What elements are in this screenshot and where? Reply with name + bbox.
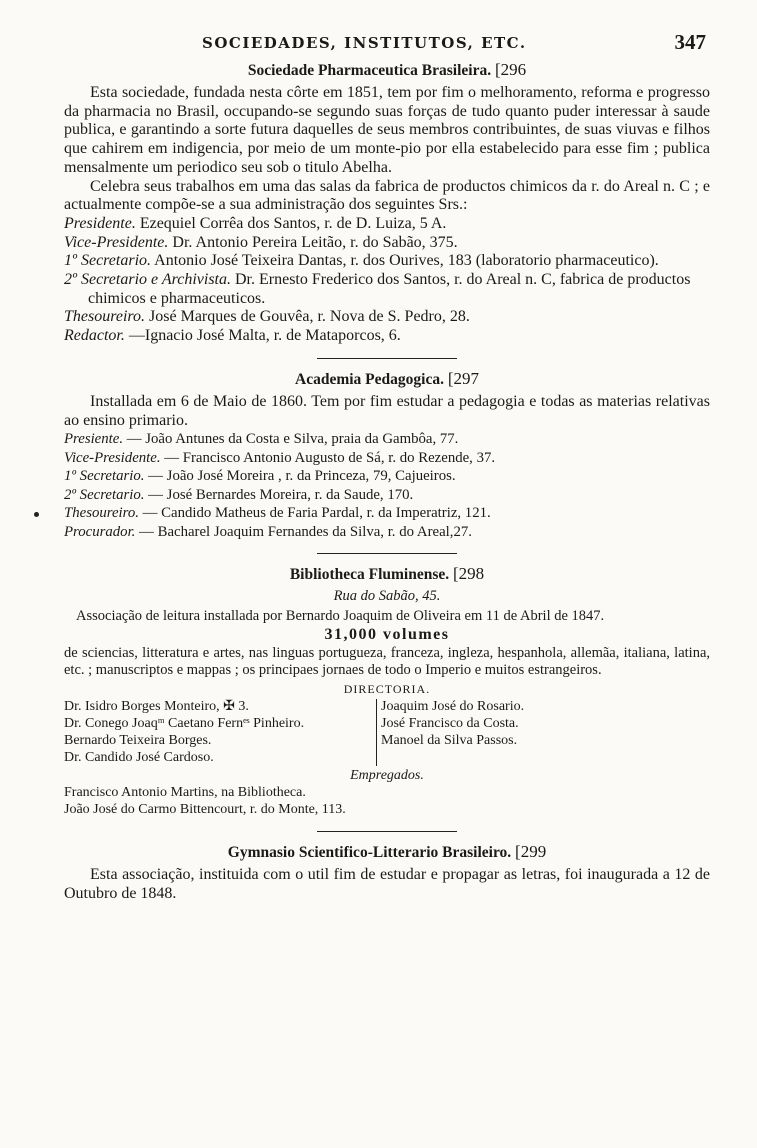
member-role: 2º Secretario. bbox=[64, 486, 145, 503]
page-number: 347 bbox=[674, 30, 706, 54]
member-role: 2º Secretario e Archivista. bbox=[64, 271, 231, 289]
member-entry bbox=[64, 486, 710, 505]
member-role: Vice-Presidente. bbox=[64, 233, 169, 251]
board-member: Dr. Isidro Borges Monteiro, ✠ 3. bbox=[64, 699, 249, 715]
board-column-right bbox=[377, 699, 524, 766]
member-entry bbox=[64, 449, 710, 468]
paragraph: Esta associação, instituida com o util fim de estudar e propagar as letras, foi inaugurada a 12 de Outubro de 1848. bbox=[64, 866, 710, 902]
member-entry bbox=[64, 327, 710, 346]
member-role: Procurador. bbox=[64, 523, 136, 540]
staff-member: João José do Carmo Bittencourt, r. do Monte, 113. bbox=[64, 802, 346, 818]
member-text: — Candido Matheus de Faria Pardal, r. da Imperatriz, 121. bbox=[138, 505, 491, 522]
margin-dot bbox=[34, 512, 39, 517]
board-column-left bbox=[64, 699, 377, 766]
member-role: Presiente. bbox=[64, 431, 124, 448]
member-role: 1º Secretario. bbox=[64, 252, 152, 270]
member-entry bbox=[64, 467, 710, 486]
running-title: SOCIEDADES, INSTITUTOS, ETC. bbox=[202, 34, 527, 52]
board-member: Manoel da Silva Passos. bbox=[381, 732, 518, 748]
member-role: Vice-Presidente. bbox=[64, 449, 161, 466]
member-text: — José Bernardes Moreira, r. da Saude, 170. bbox=[144, 486, 414, 503]
board-member: José Francisco da Costa. bbox=[381, 716, 519, 732]
member-entry bbox=[64, 504, 710, 523]
board-table bbox=[64, 699, 710, 766]
member-role: Thesoureiro. bbox=[64, 308, 146, 326]
member-entry bbox=[64, 252, 710, 271]
running-head bbox=[64, 30, 710, 58]
member-text: Dr. Ernesto Frederico dos Santos, r. do Areal n. C, fabrica de productos chimicos e pharmaceuticos. bbox=[88, 271, 691, 307]
section-divider bbox=[317, 358, 457, 359]
staff-member: Francisco Antonio Martins, na Bibliotheca. bbox=[64, 785, 306, 801]
section-heading-298 bbox=[64, 564, 710, 584]
section-title: Gymnasio Scientifico-Litterario Brasileiro. bbox=[227, 844, 512, 862]
member-text: Antonio José Teixeira Dantas, r. dos Ourives, 183 (laboratorio pharmaceutico). bbox=[151, 252, 659, 270]
section-title: Bibliotheca Fluminense. bbox=[289, 566, 450, 584]
member-text: Dr. Antonio Pereira Leitão, r. do Sabão, 375. bbox=[168, 233, 458, 251]
staff-list bbox=[64, 785, 710, 819]
member-text: — Bacharel Joaquim Fernandes da Silva, r. do Areal,27. bbox=[135, 523, 472, 540]
board-member: Bernardo Teixeira Borges. bbox=[64, 732, 212, 748]
section-divider bbox=[317, 553, 457, 554]
section-heading-297 bbox=[64, 369, 710, 389]
volumes-count: 31,000 volumes bbox=[324, 626, 450, 644]
member-role: Presidente. bbox=[64, 214, 136, 232]
member-entry bbox=[64, 308, 710, 327]
paragraph: de sciencias, litteratura e artes, nas linguas portugueza, franceza, ingleza, hespanhola, allemãa, italiana, latina, etc. ; manuscriptos e mappas ; os principaes jornaes de todo o Imperio e muitos estrangeiros. bbox=[64, 645, 710, 679]
address-line: Rua do Sabão, 45. bbox=[333, 588, 441, 605]
member-entry bbox=[64, 523, 710, 542]
member-entry bbox=[64, 430, 710, 449]
section-divider bbox=[317, 831, 457, 832]
section-heading-299 bbox=[64, 842, 710, 862]
paragraph: Associação de leitura installada por Bernardo Joaquim de Oliveira em 11 de Abril de 1847. bbox=[76, 608, 605, 625]
member-text: —Ignacio José Malta, r. de Mataporcos, 6. bbox=[124, 327, 401, 345]
section-title: Sociedade Pharmaceutica Brasileira. bbox=[247, 62, 492, 79]
section-number: [297 bbox=[447, 368, 479, 388]
section-number: [299 bbox=[515, 842, 547, 862]
staff-title: Empregados. bbox=[350, 768, 424, 784]
paragraph: Installada em 6 de Maio de 1860. Tem por fim estudar a pedagogia e todas as materias relativas ao ensino primario. bbox=[64, 392, 710, 429]
paragraph: Celebra seus trabalhos em uma das salas da fabrica de productos chimicos da r. do Areal n. C ; e actualmente compõe-se a sua administração dos seguintes Srs.: bbox=[64, 177, 710, 214]
section-heading-296 bbox=[64, 60, 710, 80]
member-role: Redactor. bbox=[64, 327, 125, 345]
member-entry bbox=[64, 234, 710, 253]
section-number: [298 bbox=[453, 564, 485, 584]
member-entry bbox=[64, 215, 710, 234]
board-member: Joaquim José do Rosario. bbox=[381, 699, 525, 715]
board-member: Dr. Candido José Cardoso. bbox=[64, 749, 214, 765]
paragraph: Esta sociedade, fundada nesta côrte em 1851, tem por fim o melhoramento, reforma e progresso da pharmacia no Brasil, occupando-se segundo suas forças de tudo quanto puder interessar à saude publica, e garantindo a sorte futura daquelles de seus membros contribuintes, de suas viuvas e filhos que cahirem em indigencia, por meio de um monte-pio por ella estabelecido para esse fim ; publica mensalmente um periodico seu sob o titulo Abelha. bbox=[64, 84, 710, 176]
member-role: Thesoureiro. bbox=[64, 505, 139, 522]
document-page bbox=[64, 30, 710, 903]
member-text: Ezequiel Corrêa dos Santos, r. de D. Luiza, 5 A. bbox=[135, 214, 447, 232]
board-member: Dr. Conego Joaqᵐ Caetano Fernᵉˢ Pinheiro. bbox=[64, 716, 305, 732]
member-entry bbox=[64, 271, 710, 308]
section-number: [296 bbox=[494, 60, 527, 79]
member-text: — João José Moreira , r. da Princeza, 79, Cajueiros. bbox=[144, 468, 456, 485]
section-title: Academia Pedagogica. bbox=[295, 370, 444, 388]
member-text: — Francisco Antonio Augusto de Sá, r. do Rezende, 37. bbox=[160, 449, 496, 466]
member-text: José Marques de Gouvêa, r. Nova de S. Pedro, 28. bbox=[145, 308, 470, 326]
board-title: DIRECTORIA. bbox=[343, 682, 431, 697]
member-role: 1º Secretario. bbox=[64, 468, 145, 485]
member-text: — João Antunes da Costa e Silva, praia da Gambôa, 77. bbox=[123, 431, 459, 448]
